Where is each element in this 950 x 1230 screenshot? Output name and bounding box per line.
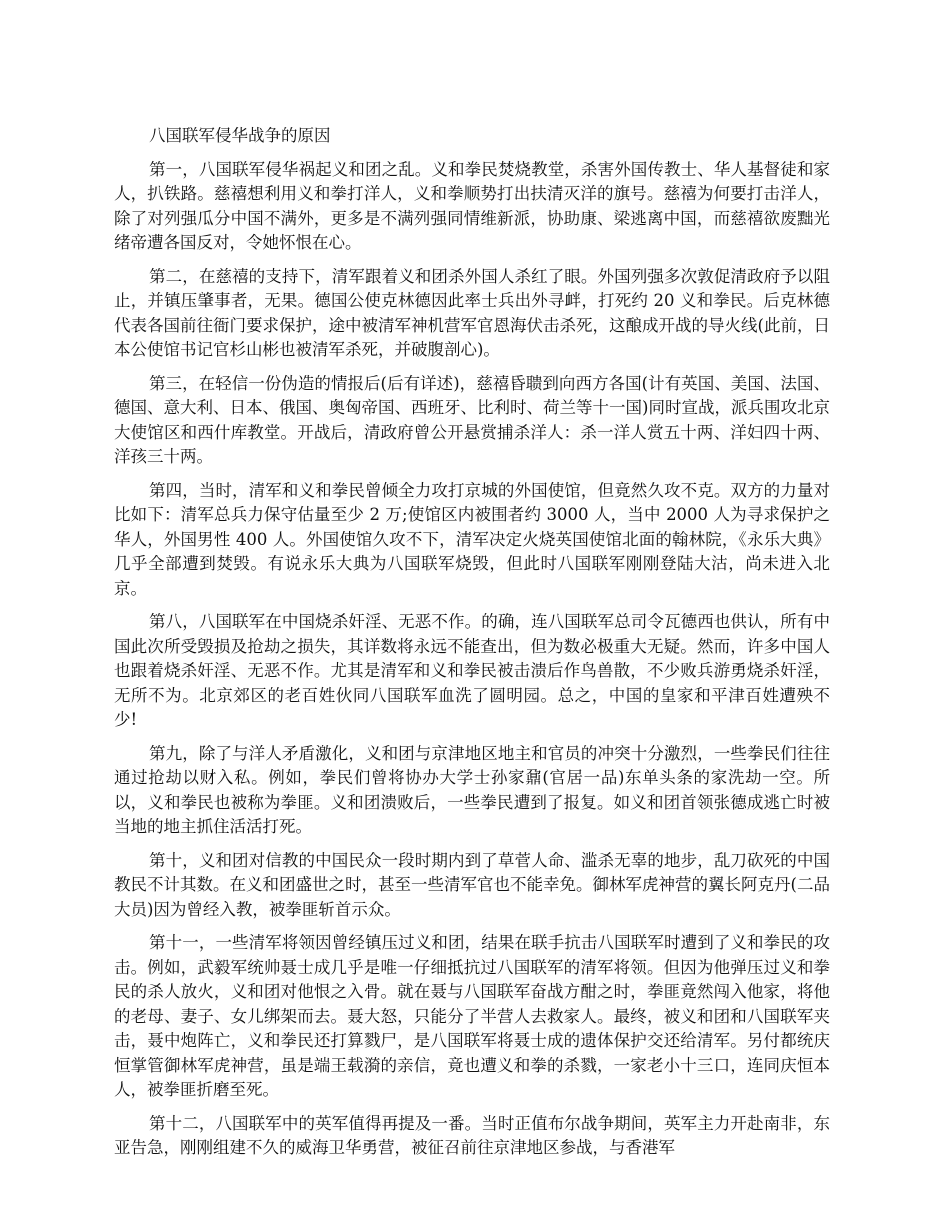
paragraph-12: 第十二，八国联军中的英军值得再提及一番。当时正值布尔战争期间，英军主力开赴南非，东亚告急，刚刚组建不久的威海卫华勇营，被征召前往京津地区参战，与香港军 [114, 1113, 830, 1157]
paragraph-3: 第三，在轻信一份伪造的情报后(后有详述)，慈禧昏聩到向西方各国(计有英国、美国、法国、德国、意大利、日本、俄国、奥匈帝国、西班牙、比利时、荷兰等十一国)同时宣战，派兵围攻北京大使馆区和西什库教堂。开战后，清政府曾公开悬赏捕杀洋人：杀一洋人赏五十两、洋妇四十两、洋孩三十两。 [114, 373, 830, 466]
paragraph-10: 第十，义和团对信教的中国民众一段时期内到了草菅人命、滥杀无辜的地步，乱刀砍死的中国教民不计其数。在义和团盛世之时，甚至一些清军官也不能幸免。御林军虎神营的翼长阿克丹(二品大员)因为曾经入教，被拳匪斩首示众。 [114, 850, 830, 919]
paragraph-11: 第十一，一些清军将领因曾经镇压过义和团，结果在联手抗击八国联军时遭到了义和拳民的攻击。例如，武毅军统帅聂士成几乎是唯一仔细抵抗过八国联军的清军将领。但因为他弹压过义和拳民的杀人放火，义和团对他恨之入骨。就在聂与八国联军奋战方酣之时，拳匪竟然闯入他家，将他的老母、妻子、女儿绑架而去。聂大怒，只能分了半营人去救家人。最终，被义和团和八国联军夹击，聂中炮阵亡，义和拳民还打算戮尸，是八国联军将聂士成的遗体保护交还给清军。另付都统庆恒掌管御林军虎神营，虽是端王载漪的亲信，竟也遭义和拳的杀戮，一家老小十三口，连同庆恒本人，被拳匪折磨至死。 [114, 933, 830, 1099]
document-title: 八国联军侵华战争的原因 [149, 126, 331, 145]
paragraph-8: 第八，八国联军在中国烧杀奸淫、无恶不作。的确，连八国联军总司令瓦德西也供认，所有中国此次所受毁损及抢劫之损失，其详数将永远不能查出，但为数必极重大无疑。然而，许多中国人也跟着烧杀奸淫、无恶不作。尤其是清军和义和拳民被击溃后作鸟兽散，不少败兵游勇烧杀奸淫，无所不为。北京郊区的老百姓伙同八国联军血洗了圆明园。总之，中国的皇家和平津百姓遭殃不少! [114, 612, 830, 729]
paragraph-9: 第九，除了与洋人矛盾激化，义和团与京津地区地主和官员的冲突十分激烈，一些拳民们往往通过抢劫以财入私。例如，拳民们曾将协办大学士孙家鼐(官居一品)东单头条的家洗劫一空。所以，义和拳民也被称为拳匪。义和团溃败后，一些拳民遭到了报复。如义和团首领张德成逃亡时被当地的地主抓住活活打死。 [114, 743, 830, 836]
paragraph-2: 第二，在慈禧的支持下，清军跟着义和团杀外国人杀红了眼。外国列强多次敦促清政府予以阻止，并镇压肇事者，无果。德国公使克林德因此率士兵出外寻衅，打死约 20 义和拳民。后克林德代表各国前往衙门要求保护，途中被清军神机营军官恩海伏击杀死，这酿成开战的导火线(此前，日本公使馆书记官杉山彬也被清军杀死，并破腹剖心)。 [114, 266, 830, 359]
paragraph-1: 第一，八国联军侵华祸起义和团之乱。义和拳民焚烧教堂，杀害外国传教士、华人基督徒和家人，扒铁路。慈禧想利用义和拳打洋人，义和拳顺势打出扶清灭洋的旗号。慈禧为何要打击洋人，除了对列强瓜分中国不满外，更多是不满列强同情维新派，协助康、梁逃离中国，而慈禧欲废黜光绪帝遭各国反对，令她怀恨在心。 [114, 159, 830, 252]
paragraph-4: 第四，当时，清军和义和拳民曾倾全力攻打京城的外国使馆，但竟然久攻不克。双方的力量对比如下：清军总兵力保守估量至少 2 万;使馆区内被围者约 3000 人，当中 2000 人为寻求保护之华人，外国男性 400 人。外国使馆久攻不下，清军决定火烧英国使馆北面的翰林院，《永乐大典》几乎全部遭到焚毁。有说永乐大典为八国联军烧毁，但此时八国联军刚刚登陆大沽，尚未进入北京。 [114, 480, 830, 598]
document-page [114, 124, 830, 1170]
